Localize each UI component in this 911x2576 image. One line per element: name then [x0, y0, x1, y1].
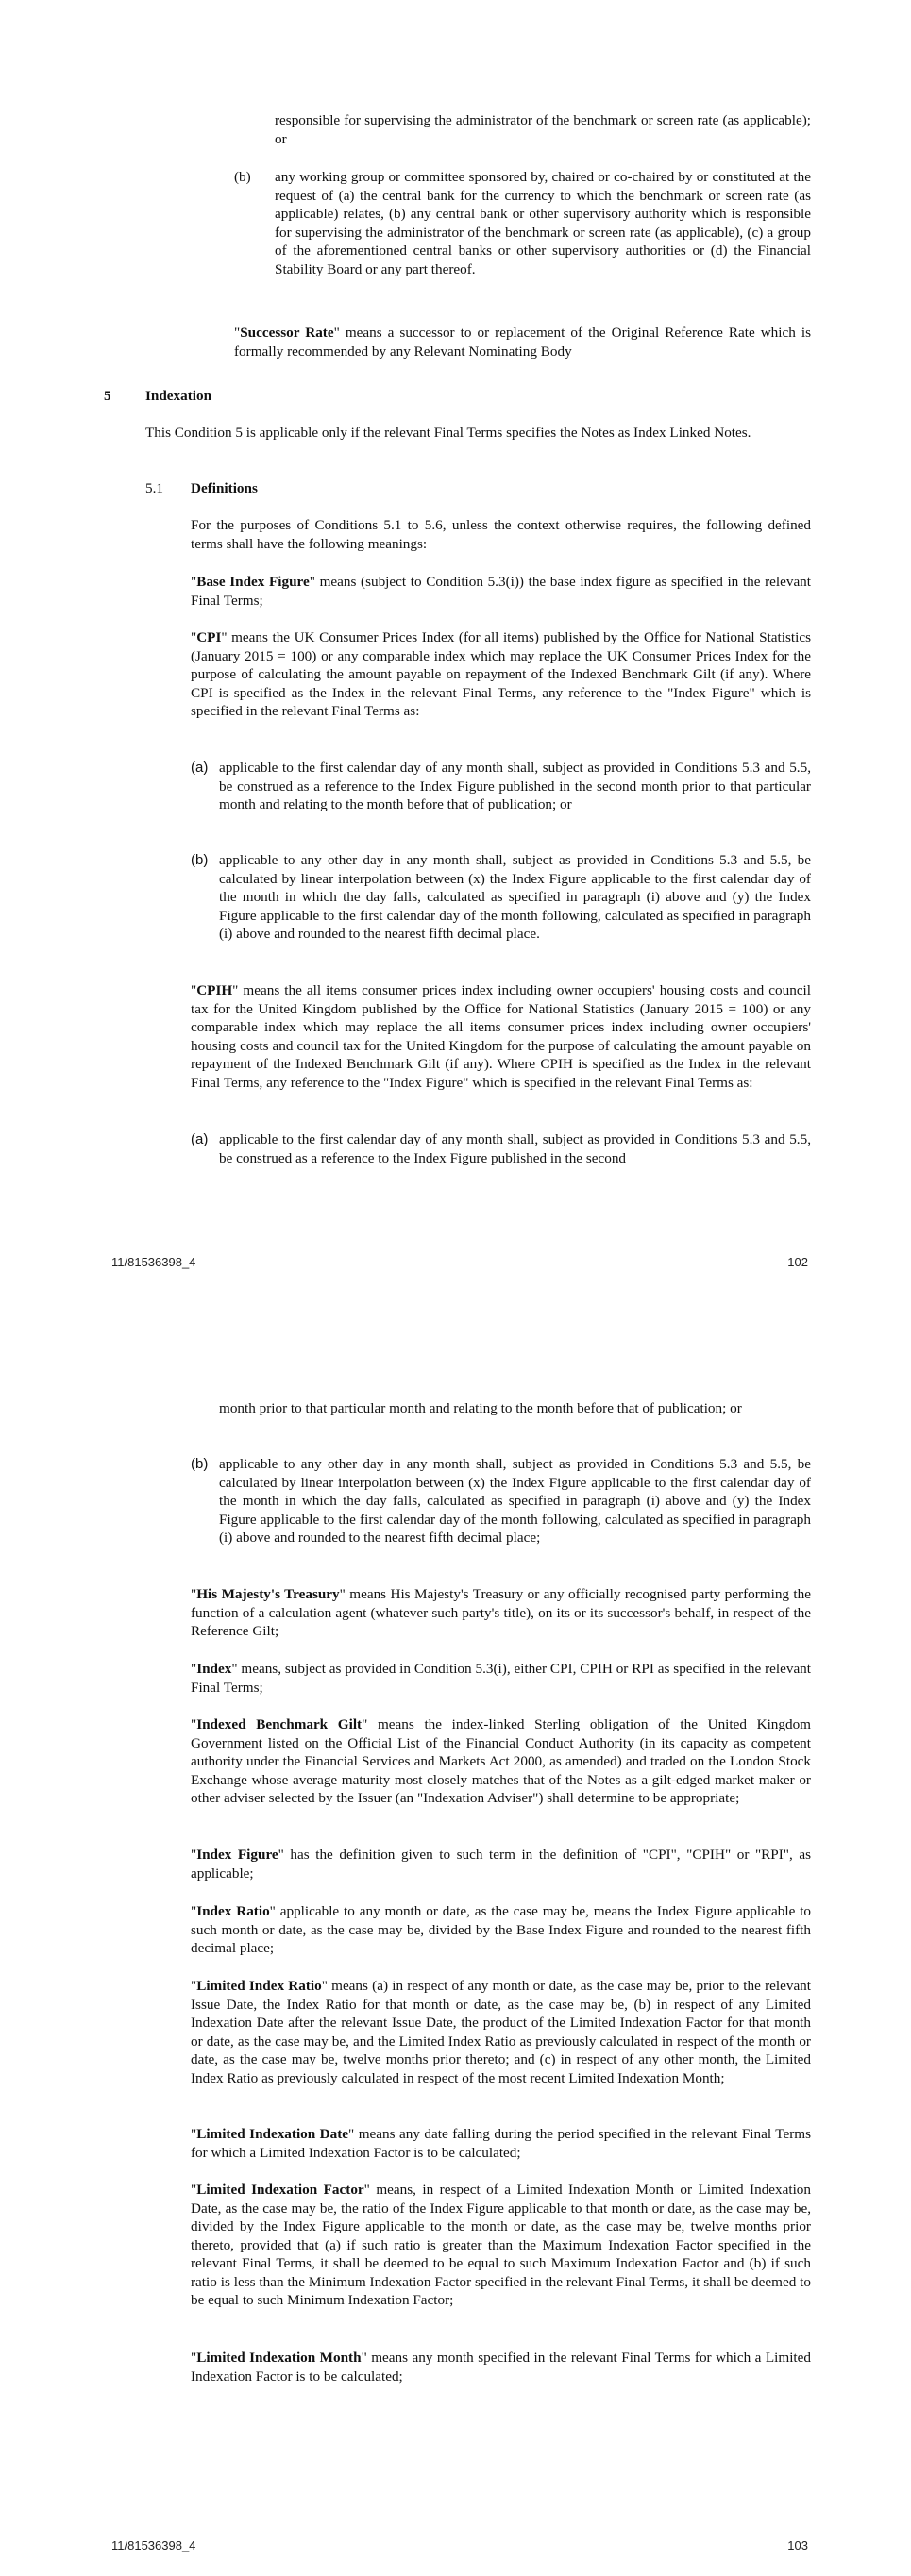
- section-5-1-intro: For the purposes of Conditions 5.1 to 5.6, unless the context otherwise requires, the following defined terms shall have the following meanings:: [191, 517, 811, 552]
- defined-term: Base Index Figure: [196, 574, 310, 590]
- defined-term: His Majesty's Treasury: [196, 1586, 340, 1602]
- cpih-item-b-text: applicable to any other day in any month shall, subject as provided in Conditions 5.3 and 5.5, be calculated by linear interpolation between (x) the Index Figure applicable to the first calendar day of the month in which the day falls, calculated as specified in paragraph (i) above and (y) the Index Figure applicable to the first calendar day of the month following, calculated as specified in paragraph (i) above and rounded to the nearest fifth decimal place;: [219, 1456, 811, 1546]
- definition-index-figure: "Index Figure" has the definition given to such term in the definition of "CPI", "CPIH" or "RPI", as applicable;: [191, 1847, 811, 1882]
- definition-cpi: "CPI" means the UK Consumer Prices Index (for all items) published by the Office for National Statistics (January 2015 = 100) or any comparable index which may replace the UK Consumer Prices Index for the purpose of calculating the amount payable on repayment of the Indexed Benchmark Gilt (if any). Where CPI is specified as the Index in the relevant Final Terms, any reference to the "Index Figure" which is specified in the relevant Final Terms as:: [191, 629, 811, 719]
- definition-limited-indexation-factor: "Limited Indexation Factor" means, in respect of a Limited Indexation Month or Limited Indexation Date, as the case may be, the ratio of the Index Figure applicable to that month or date, as the case may be, divided by the Index Figure applicable to the month or date, as the case may be, twelve months prior thereto, provided that (a) if such ratio is greater than the Maximum Indexation Factor specified in the relevant Final Terms, it shall be deemed to be equal to such Maximum Indexation Factor and (b) if such ratio is less than the Minimum Indexation Factor specified in the relevant Final Terms, it shall be deemed to be equal to such Minimum Indexation Factor;: [191, 2182, 811, 2308]
- footer-page-number: 102: [787, 1255, 808, 1269]
- defined-term: Index: [196, 1661, 232, 1677]
- section-5-title: Indexation: [145, 388, 212, 404]
- definition-text: means (a) in respect of any month or date, as the case may be, prior to the relevant Issue Date, the Index Ratio for that month or date, as the case may be, (b) in respect of any Limited Indexation Date after the relevant Issue Date, the product of the Limited Indexation Factor for that month or date, as the case may be, and the Limited Index Ratio as previously calculated in respect of the month or date, as the case may be, twelve months prior thereto; and (c) in respect of any other month, the Limited Index Ratio as previously calculated in respect of the most recent Limited Indexation Month;: [191, 1978, 811, 2086]
- definition-text: means any month specified in the relevant Final Terms for which a Limited Indexation Factor is to be calculated;: [191, 2350, 811, 2384]
- defined-term: Limited Indexation Date: [196, 2126, 349, 2142]
- cpi-item-b-label: (b): [191, 852, 209, 868]
- defined-term: Index Ratio: [196, 1903, 270, 1919]
- definition-text: means His Majesty's Treasury or any officially recognised party performing the function of a calculation agent (whatever such party's title), on its or its successor's behalf, in respect of the Reference Gilt;: [191, 1586, 811, 1639]
- definition-text: applicable to any month or date, as the case may be, means the Index Figure applicable to such month or date, as the case may be, divided by the Base Index Figure and rounded to the nearest fifth decimal place;: [191, 1903, 812, 1956]
- definition-successor-rate: "Successor Rate" means a successor to or replacement of the Original Reference Rate which is formally recommended by any Relevant Nominating Body: [234, 325, 811, 360]
- definition-his-majestys-treasury: "His Majesty's Treasury" means His Majesty's Treasury or any officially recognised party performing the function of a calculation agent (whatever such party's title), on its or its successor's behalf, in respect of the Reference Gilt;: [191, 1586, 811, 1639]
- defined-term: Limited Index Ratio: [196, 1978, 322, 1994]
- definition-text: means any date falling during the period specified in the relevant Final Terms for which a Limited Indexation Factor is to be calculated;: [191, 2126, 811, 2161]
- section-5-intro: This Condition 5 is applicable only if the relevant Final Terms specifies the Notes as Index Linked Notes.: [145, 425, 751, 441]
- footer-document-ref: 11/81536398_4: [111, 2538, 196, 2552]
- section-5-1-number: 5.1: [145, 480, 163, 496]
- cpih-item-a-text: applicable to the first calendar day of any month shall, subject as provided in Conditions 5.3 and 5.5, be construed as a reference to the Index Figure published in the second: [219, 1131, 811, 1166]
- defined-term: Limited Indexation Factor: [196, 2182, 364, 2198]
- defined-term: CPI: [196, 629, 222, 645]
- definition-text: means, in respect of a Limited Indexation Month or Limited Indexation Date, as the case may be, the ratio of the Index Figure applicable to that month or date, as the case may be, divided by the Index Figure applicable to the month or date, as the case may be, twelve months prior thereto, provided that (a) if such ratio is greater than the Maximum Indexation Factor specified in the relevant Final Terms, it shall be deemed to be equal to such Maximum Indexation Factor and (b) if such ratio is less than the Minimum Indexation Factor specified in the relevant Final Terms, it shall be deemed to be equal to such Minimum Indexation Factor;: [191, 2182, 811, 2308]
- footer-document-ref: 11/81536398_4: [111, 1255, 196, 1269]
- cpih-item-a-continuation: month prior to that particular month and relating to the month before that of publication; or: [219, 1400, 742, 1416]
- section-5-1-title: Definitions: [191, 480, 258, 496]
- definition-limited-indexation-month: "Limited Indexation Month" means any month specified in the relevant Final Terms for which a Limited Indexation Factor is to be calculated;: [191, 2350, 811, 2384]
- definition-indexed-benchmark-gilt: "Indexed Benchmark Gilt" means the index-linked Sterling obligation of the United Kingdom Government listed on the Official List of the Financial Conduct Authority (in its capacity as competent authority under the Financial Services and Markets Act 2000, as amended) and traded on the London Stock Exchange whose average maturity most closely matches that of the Notes as a gilt-edged market maker or other adviser selected by the Issuer (an "Indexation Adviser") shall determine to be appropriate;: [191, 1716, 811, 1806]
- definition-text: means (subject to Condition 5.3(i)) the base index figure as specified in the relevant Final Terms;: [191, 574, 811, 609]
- definition-text: means a successor to or replacement of the Original Reference Rate which is formally recommended by any Relevant Nominating Body: [234, 325, 811, 360]
- document-page-103: [0, 1288, 911, 2576]
- definition-cpih: "CPIH" means the all items consumer prices index including owner occupiers' housing costs and council tax for the United Kingdom published by the Office for National Statistics (January 2015 = 100) or any comparable index which may replace the all items consumer prices index including owner occupiers' housing costs and council tax for the United Kingdom for the purpose of calculating the amount payable on repayment of the Indexed Benchmark Gilt (if any). Where CPIH is specified as the Index in the relevant Final Terms, any reference to the "Index Figure" which is specified in the relevant Final Terms as:: [191, 982, 811, 1091]
- cpih-item-a-label: (a): [191, 1131, 209, 1147]
- definition-limited-index-ratio: "Limited Index Ratio" means (a) in respect of any month or date, as the case may be, prior to the relevant Issue Date, the Index Ratio for that month or date, as the case may be, (b) in respect of any Limited Indexation Date after the relevant Issue Date, the product of the Limited Indexation Factor for that month or date, as the case may be, and the Limited Index Ratio as previously calculated in respect of the month or date, as the case may be, twelve months prior thereto; and (c) in respect of any other month, the Limited Index Ratio as previously calculated in respect of the most recent Limited Indexation Month;: [191, 1978, 811, 2086]
- defined-term: Limited Indexation Month: [196, 2350, 362, 2366]
- definition-index: "Index" means, subject as provided in Condition 5.3(i), either CPI, CPIH or RPI as specified in the relevant Final Terms;: [191, 1661, 811, 1696]
- definition-text: means the UK Consumer Prices Index (for all items) published by the Office for National Statistics (January 2015 = 100) or any comparable index which may replace the UK Consumer Prices Index for the purpose of calculating the amount payable on repayment of the Indexed Benchmark Gilt (if any). Where CPI is specified as the Index in the relevant Final Terms, any reference to the "Index Figure" which is specified in the relevant Final Terms as:: [191, 629, 811, 719]
- definition-base-index-figure: "Base Index Figure" means (subject to Condition 5.3(i)) the base index figure as specified in the relevant Final Terms;: [191, 574, 811, 609]
- item-b-label: (b): [234, 169, 251, 185]
- definition-text: means, subject as provided in Condition 5.3(i), either CPI, CPIH or RPI as specified in the relevant Final Terms;: [191, 1661, 811, 1696]
- definition-text: has the definition given to such term in the definition of "CPI", "CPIH" or "RPI", as applicable;: [191, 1847, 811, 1882]
- cpi-item-b-text: applicable to any other day in any month shall, subject as provided in Conditions 5.3 and 5.5, be calculated by linear interpolation between (x) the Index Figure applicable to the first calendar day of the month in which the day falls, calculated as specified in paragraph (i) above and (y) the Index Figure applicable to the first calendar day of the month following, calculated as specified in paragraph (i) above and rounded to the nearest fifth decimal place.: [219, 852, 811, 942]
- section-5-number: 5: [104, 388, 111, 404]
- paragraph-continuation: responsible for supervising the administrator of the benchmark or screen rate (as applicable); or: [275, 112, 811, 147]
- defined-term: CPIH: [196, 982, 233, 998]
- cpi-item-a-text: applicable to the first calendar day of any month shall, subject as provided in Conditions 5.3 and 5.5, be construed as a reference to the Index Figure published in the second month prior to that particular month and relating to the month before that of publication; or: [219, 760, 811, 812]
- definition-text: means the index-linked Sterling obligation of the United Kingdom Government listed on the Official List of the Financial Conduct Authority (in its capacity as competent authority under the Financial Services and Markets Act 2000, as amended) and traded on the London Stock Exchange whose average maturity most closely matches that of the Notes as a gilt-edged market maker or other adviser selected by the Issuer (an "Indexation Adviser") shall determine to be appropriate;: [191, 1716, 811, 1806]
- defined-term: Successor Rate: [240, 325, 334, 341]
- cpi-item-a-label: (a): [191, 760, 209, 776]
- definition-text: means the all items consumer prices index including owner occupiers' housing costs and council tax for the United Kingdom published by the Office for National Statistics (January 2015 = 100) or any comparable index which may replace the all items consumer prices index including owner occupiers' housing costs and council tax for the United Kingdom for the purpose of calculating the amount payable on repayment of the Indexed Benchmark Gilt (if any). Where CPIH is specified as the Index in the relevant Final Terms, any reference to the "Index Figure" which is specified in the relevant Final Terms as:: [191, 982, 811, 1091]
- definition-index-ratio: "Index Ratio" applicable to any month or date, as the case may be, means the Index Figure applicable to such month or date, as the case may be, divided by the Base Index Figure and rounded to the nearest fifth decimal place;: [191, 1903, 812, 1956]
- defined-term: Indexed Benchmark Gilt: [196, 1716, 363, 1732]
- definition-limited-indexation-date: "Limited Indexation Date" means any date falling during the period specified in the relevant Final Terms for which a Limited Indexation Factor is to be calculated;: [191, 2126, 811, 2161]
- footer-page-number: 103: [787, 2538, 808, 2552]
- item-b-text: any working group or committee sponsored by, chaired or co-chaired by or constituted at the request of (a) the central bank for the currency to which the benchmark or screen rate (as applicable) relates, (b) any central bank or other supervisory authority which is responsible for supervising the administrator of the benchmark or screen rate (as applicable), (c) a group of the aforementioned central banks or other supervisory authorities or (d) the Financial Stability Board or any part thereof.: [275, 169, 811, 277]
- cpih-item-b-label: (b): [191, 1456, 209, 1472]
- defined-term: Index Figure: [196, 1847, 278, 1863]
